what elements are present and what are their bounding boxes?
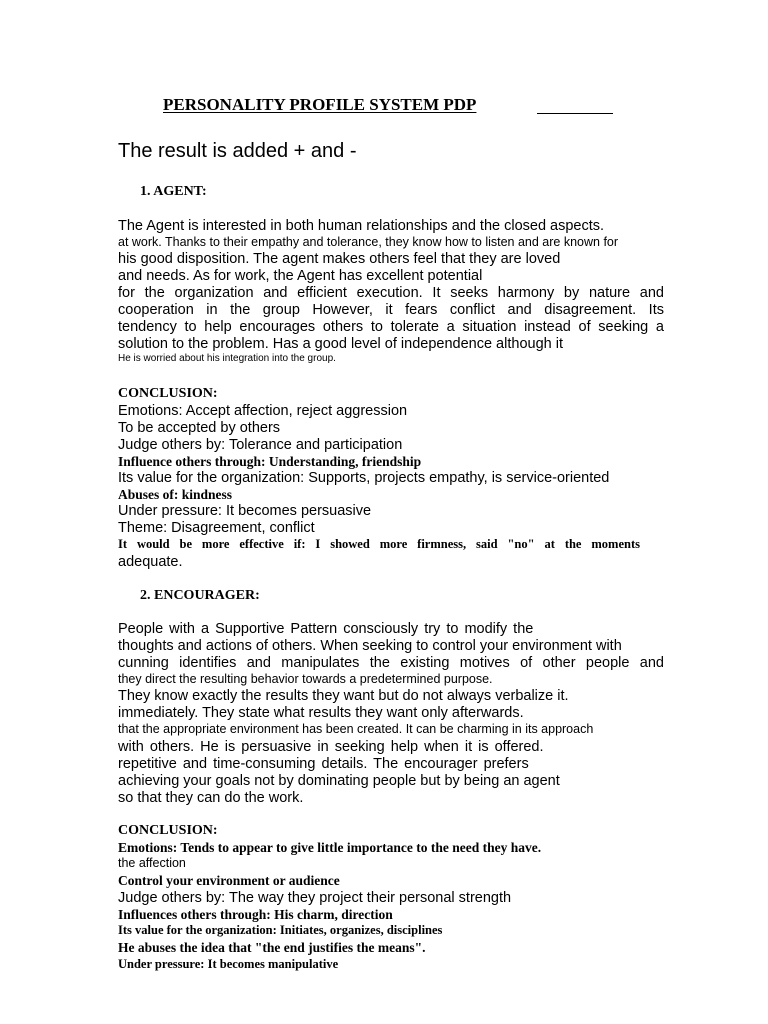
agent-conclusion-line: Its value for the organization: Supports, projects empathy, is service-oriented xyxy=(118,470,610,486)
agent-conclusion-line: To be accepted by others xyxy=(118,420,281,436)
encourager-conclusion-line: Emotions: Tends to appear to give little importance to the need they have. xyxy=(118,840,542,855)
encourager-paragraph-line: they direct the resulting behavior towards a predetermined purpose. xyxy=(118,672,493,686)
title-underline-rule xyxy=(537,113,613,114)
section-heading-encourager: 2. ENCOURAGER: xyxy=(140,588,260,603)
section-heading-agent: 1. AGENT: xyxy=(140,184,207,199)
encourager-conclusion-line: Influences others through: His charm, direction xyxy=(118,907,393,922)
encourager-conclusion-line: Under pressure: It becomes manipulative xyxy=(118,957,339,971)
encourager-conclusion-line: the affection xyxy=(118,856,186,870)
encourager-paragraph-line: cunning identifies and manipulates the existing motives of other people and xyxy=(118,655,664,671)
encourager-conclusion-line: He abuses the idea that "the end justifies the means". xyxy=(118,940,426,955)
agent-paragraph-line: tendency to help encourages others to tolerate a situation instead of seeking a xyxy=(118,319,664,335)
agent-conclusion-line: adequate. xyxy=(118,554,183,570)
encourager-paragraph-line: repetitive and time-consuming details. The encourager prefers xyxy=(118,756,529,772)
encourager-paragraph-line: immediately. They state what results they want only afterwards. xyxy=(118,705,524,721)
agent-paragraph-line: at work. Thanks to their empathy and tolerance, they know how to listen and are known for xyxy=(118,235,619,249)
encourager-paragraph-line: thoughts and actions of others. When seeking to control your environment with xyxy=(118,638,622,654)
encourager-paragraph-line: They know exactly the results they want but do not always verbalize it. xyxy=(118,688,569,704)
encourager-conclusion-label: CONCLUSION: xyxy=(118,823,218,838)
agent-paragraph-line: for the organization and efficient execution. It seeks harmony by nature and xyxy=(118,285,664,301)
agent-conclusion-line: Judge others by: Tolerance and participation xyxy=(118,437,403,453)
encourager-paragraph-line: achieving your goals not by dominating people but by being an agent xyxy=(118,773,560,789)
agent-conclusion-line: Under pressure: It becomes persuasive xyxy=(118,503,372,519)
agent-conclusion-line: Abuses of: kindness xyxy=(118,487,233,502)
encourager-paragraph-line: with others. He is persuasive in seeking help when it is offered. xyxy=(118,739,544,755)
agent-conclusion-line: It would be more effective if: I showed more firmness, said "no" at the moments xyxy=(118,537,640,551)
agent-conclusion-line: Influence others through: Understanding, friendship xyxy=(118,454,422,469)
agent-paragraph-line: solution to the problem. Has a good level of independence although it xyxy=(118,336,563,352)
agent-paragraph-line: He is worried about his integration into the group. xyxy=(118,353,336,364)
agent-paragraph-line: cooperation in the group However, it fears conflict and disagreement. Its xyxy=(118,302,664,318)
intro-line: The result is added + and - xyxy=(118,140,357,162)
agent-paragraph-line: and needs. As for work, the Agent has excellent potential xyxy=(118,268,483,284)
encourager-conclusion-line: Judge others by: The way they project their personal strength xyxy=(118,890,512,906)
agent-conclusion-label: CONCLUSION: xyxy=(118,386,218,401)
encourager-paragraph-line: People with a Supportive Pattern consciously try to modify the xyxy=(118,621,534,637)
encourager-paragraph-line: that the appropriate environment has been created. It can be charming in its approach xyxy=(118,722,594,736)
agent-paragraph-line: his good disposition. The agent makes others feel that they are loved xyxy=(118,251,561,267)
encourager-paragraph-line: so that they can do the work. xyxy=(118,790,304,806)
agent-paragraph-line: The Agent is interested in both human relationships and the closed aspects. xyxy=(118,218,605,234)
encourager-conclusion-line: Control your environment or audience xyxy=(118,873,340,888)
encourager-conclusion-line: Its value for the organization: Initiates, organizes, disciplines xyxy=(118,923,443,937)
agent-conclusion-line: Theme: Disagreement, conflict xyxy=(118,520,315,536)
document-title: PERSONALITY PROFILE SYSTEM PDP xyxy=(163,95,477,114)
agent-conclusion-line: Emotions: Accept affection, reject aggression xyxy=(118,403,408,419)
